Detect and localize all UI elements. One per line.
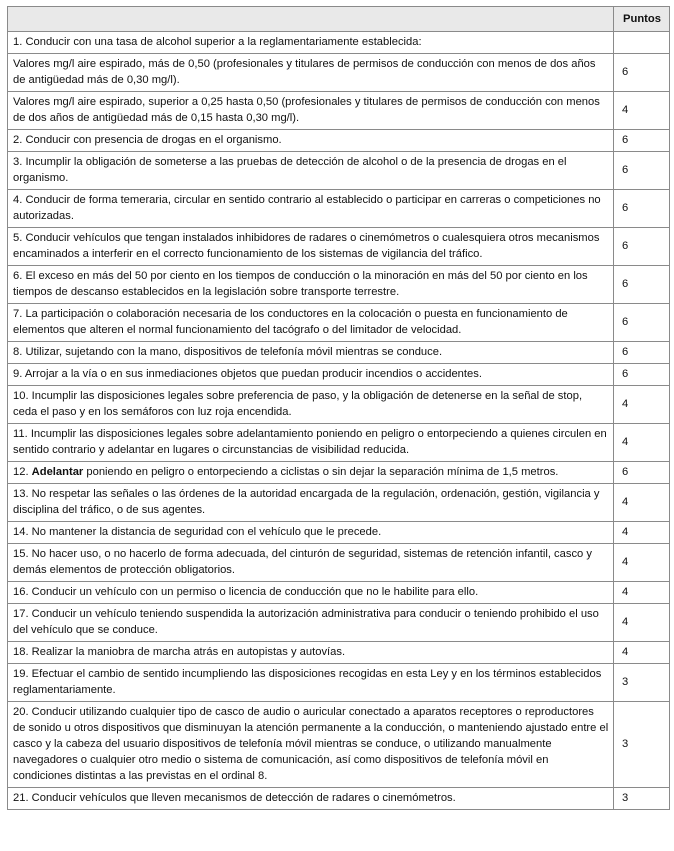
points-value: 6 — [614, 54, 670, 92]
infraction-text: 20. Conducir utilizando cualquier tipo de casco de audio o auricular conectado a aparatos receptores o reproductores de sonido u otros dispositivos que disminuyan la atención permanente a la conducción, o manteniendo ajustado entre el casco y la cabeza del usuario dispositivos de telefonía móvil mientras se conduce, o utilizando manualmente navegadores o cualquier otro medio o sistema de comunicación, así como dispositivos de telefonía móvil en condiciones distintas a las previstas en el ordinal 8. — [8, 702, 614, 788]
infraction-text: 15. No hacer uso, o no hacerlo de forma adecuada, del cinturón de seguridad, sistemas de retención infantil, casco y demás elementos de protección obligatorios. — [8, 544, 614, 582]
infraction-text: 4. Conducir de forma temeraria, circular en sentido contrario al establecido o participar en carreras o competiciones no autorizadas. — [8, 190, 614, 228]
points-table-body — [8, 32, 670, 810]
points-value: 4 — [614, 424, 670, 462]
table-row — [8, 92, 670, 130]
points-value: 4 — [614, 642, 670, 664]
table-row — [8, 342, 670, 364]
table-row — [8, 130, 670, 152]
infraction-text: 8. Utilizar, sujetando con la mano, dispositivos de telefonía móvil mientras se conduce. — [8, 342, 614, 364]
table-row — [8, 424, 670, 462]
points-value: 4 — [614, 522, 670, 544]
infraction-text: 13. No respetar las señales o las órdenes de la autoridad encargada de la regulación, ordenación, gestión, vigilancia y disciplina del tráfico, o de sus agentes. — [8, 484, 614, 522]
table-row — [8, 152, 670, 190]
table-row — [8, 484, 670, 522]
table-row — [8, 228, 670, 266]
points-value: 6 — [614, 228, 670, 266]
table-row — [8, 190, 670, 228]
table-row — [8, 642, 670, 664]
points-value: 6 — [614, 304, 670, 342]
table-row — [8, 664, 670, 702]
points-value: 6 — [614, 364, 670, 386]
points-value: 4 — [614, 604, 670, 642]
points-value: 3 — [614, 702, 670, 788]
table-row — [8, 266, 670, 304]
points-table — [7, 6, 670, 810]
infraction-text: 18. Realizar la maniobra de marcha atrás en autopistas y autovías. — [8, 642, 614, 664]
points-value — [614, 32, 670, 54]
infraction-rest: poniendo en peligro o entorpeciendo a ciclistas o sin dejar la separación mínima de 1,5 metros. — [83, 466, 559, 478]
infraction-text: 6. El exceso en más del 50 por ciento en los tiempos de conducción o la minoración en más del 50 por ciento en los tiempos de descanso establecidos en la legislación sobre transporte terrestre. — [8, 266, 614, 304]
points-value: 4 — [614, 92, 670, 130]
table-row — [8, 54, 670, 92]
infraction-text: 9. Arrojar a la vía o en sus inmediaciones objetos que puedan producir incendios o accidentes. — [8, 364, 614, 386]
points-value: 6 — [614, 190, 670, 228]
infraction-text: 16. Conducir un vehículo con un permiso o licencia de conducción que no le habilite para ello. — [8, 582, 614, 604]
table-row — [8, 604, 670, 642]
points-value: 6 — [614, 152, 670, 190]
points-value: 4 — [614, 544, 670, 582]
table-row — [8, 386, 670, 424]
infraction-text: 2. Conducir con presencia de drogas en el organismo. — [8, 130, 614, 152]
table-row — [8, 462, 670, 484]
infraction-text: 19. Efectuar el cambio de sentido incumpliendo las disposiciones recogidas en esta Ley y en los términos establecidos reglamentariamente. — [8, 664, 614, 702]
infraction-text: Valores mg/l aire espirado, más de 0,50 (profesionales y titulares de permisos de conducción con menos de dos años de antigüedad más de 0,30 mg/l). — [8, 54, 614, 92]
table-row — [8, 544, 670, 582]
points-value: 4 — [614, 386, 670, 424]
infraction-text: 1. Conducir con una tasa de alcohol superior a la reglamentariamente establecida: — [8, 32, 614, 54]
infraction-text: 11. Incumplir las disposiciones legales sobre adelantamiento poniendo en peligro o entorpeciendo a quienes circulen en sentido contrario y adelantar en lugares o circunstancias de visibilidad reducida. — [8, 424, 614, 462]
infraction-text: 3. Incumplir la obligación de someterse a las pruebas de detección de alcohol o de la presencia de drogas en el organismo. — [8, 152, 614, 190]
points-value: 6 — [614, 130, 670, 152]
infraction-text: 17. Conducir un vehículo teniendo suspendida la autorización administrativa para conducir o teniendo prohibido el uso del vehículo que se conduce. — [8, 604, 614, 642]
infraction-text: Valores mg/l aire espirado, superior a 0,25 hasta 0,50 (profesionales y titulares de permisos de conducción con menos de dos años de antigüedad más de 0,15 hasta 0,30 mg/l). — [8, 92, 614, 130]
points-value: 6 — [614, 342, 670, 364]
infraction-text: 5. Conducir vehículos que tengan instalados inhibidores de radares o cinemómetros o cualesquiera otros mecanismos encaminados a interferir en el correcto funcionamiento de los sistemas de vigilancia del tráfico. — [8, 228, 614, 266]
points-table-container — [7, 6, 670, 810]
infraction-text — [8, 462, 614, 484]
infraction-number: 12. — [13, 466, 32, 478]
table-row — [8, 364, 670, 386]
points-value: 4 — [614, 582, 670, 604]
points-value: 4 — [614, 484, 670, 522]
table-row — [8, 304, 670, 342]
points-value: 3 — [614, 788, 670, 810]
table-row — [8, 522, 670, 544]
points-value: 3 — [614, 664, 670, 702]
table-row — [8, 32, 670, 54]
table-row — [8, 788, 670, 810]
table-row — [8, 702, 670, 788]
infraction-text: 7. La participación o colaboración necesaria de los conductores en la colocación o puesta en funcionamiento de elementos que alteren el normal funcionamiento del tacógrafo o del limitador de velocidad. — [8, 304, 614, 342]
points-value: 6 — [614, 462, 670, 484]
infraction-text: 10. Incumplir las disposiciones legales sobre preferencia de paso, y la obligación de detenerse en la señal de stop, ceda el paso y en los semáforos con luz roja encendida. — [8, 386, 614, 424]
header-infraction — [8, 7, 614, 32]
infraction-text: 14. No mantener la distancia de seguridad con el vehículo que le precede. — [8, 522, 614, 544]
infraction-text: 21. Conducir vehículos que lleven mecanismos de detección de radares o cinemómetros. — [8, 788, 614, 810]
header-row — [8, 7, 670, 32]
table-row — [8, 582, 670, 604]
points-value: 6 — [614, 266, 670, 304]
header-points: Puntos — [614, 7, 670, 32]
infraction-highlight: Adelantar — [31, 466, 84, 478]
